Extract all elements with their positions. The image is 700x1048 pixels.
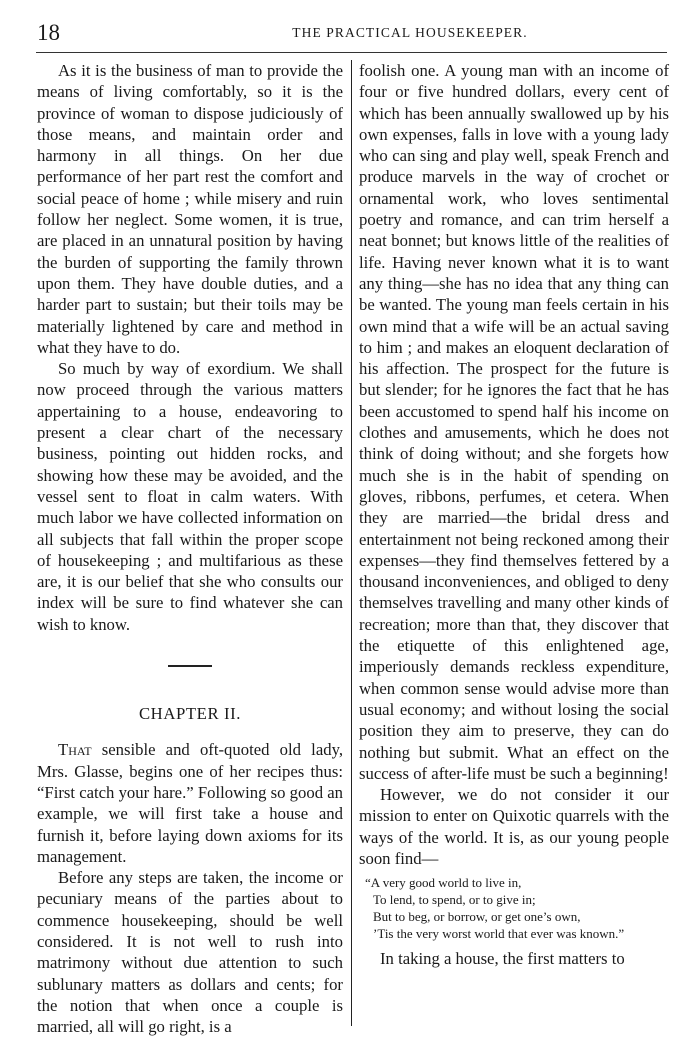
chapter-heading: CHAPTER II. <box>138 704 242 724</box>
section-divider <box>168 665 212 667</box>
paragraph: Before any steps are taken, the income or pecuniary means of the parties about to commence housekeeping, should be well considered. It is not well to rush into matrimony without due attention to such sublunary matters as dollars and cents; for the notion that when once a couple is married, all will go right, is a <box>37 868 343 1037</box>
paragraph: So much by way of exordium. We shall now proceed through the various matters appertaining to a house, endeavoring to present a clear chart of the necessary business, pointing out hidden rocks, and showing how these may be avoided, and the vessel sent to float in calm waters. With much labor we have collected information on all subjects that fall within the proper scope of housekeeping ; and multifarious as these are, it is our belief that she who consults our index will be sure to find whatever she can wish to know. <box>37 359 343 634</box>
page-number: 18 <box>37 20 60 45</box>
poem-line: “A very good world to live in, <box>365 875 522 891</box>
right-column <box>359 60 669 970</box>
header-rule <box>36 52 667 53</box>
paragraph: foolish one. A young man with an income of four or five hundred dollars, every cent of which has been annually swallowed up by his own expenses, falls in love with a young lady who can sing and play well, speak French and produce marvels in the way of crochet or ornamental work, who loves sentimental poetry and romance, and can trim herself a neat bonnet; but knows little of the realities of life. Having never known what it is to want any thing—she has no idea that any thing can be wanted. The young man feels certain in his own mind that a wife will be an actual saving to him ; and makes an eloquent declaration of his affection. The prospect for the future is but slender; for he ignores the fact that he has been accustomed to spend half his income on clothes and amusements, which he does not think of doing without; and she forgets how much she is in the habit of spending on gloves, ribbons, perfumes, et cetera. When they are married—the bridal dress and entertainment not being reckoned among their expenses—they find themselves fettered by a thousand inconveniences, and obliged to deny themselves travelling and many other kinds of recreation; more than that, they discover that the etiquette of this enlightened age, imperiously demands reckless expenditure, when common sense would advise more than usual economy; and without losing the social position they aim to preserve, they can do nothing but submit. What an effect on the success of after-life must be such a beginning! <box>359 61 669 783</box>
poem-line: But to beg, or borrow, or get one’s own, <box>373 909 581 925</box>
poem-quote <box>359 874 669 942</box>
poem-line: ’Tis the very worst world that ever was known.” <box>373 926 625 942</box>
left-column <box>37 60 343 1037</box>
paragraph-text: sensible and oft-quoted old lady, Mrs. Glasse, begins one of her recipes thus: “First catch your hare.” Following so good an example, we will first take a house and furnish it, before laying down axioms for its management. <box>37 740 343 866</box>
paragraph: However, we do not consider it our mission to enter on Quixotic quarrels with the ways of the world. It is, as our young people soon find— <box>359 785 669 868</box>
column-divider <box>351 60 352 1026</box>
paragraph <box>37 739 343 867</box>
drop-word: That <box>58 740 92 760</box>
paragraph: In taking a house, the first matters to <box>380 949 625 969</box>
running-title: THE PRACTICAL HOUSEKEEPER. <box>292 25 528 40</box>
paragraph: As it is the business of man to provide the means of living comfortably, so it is the province of woman to dispose judiciously of those means, and maintain order and harmony in all things. On her due performance of her part rest the comfort and social peace of home ; while misery and ruin follow her neglect. Some women, it is true, are placed in an unnatural position by having the burden of supporting the family thrown upon them. They have double duties, and a harder part to sustain; but their toils may be materially lightened by care and method in what they have to do. <box>37 61 343 357</box>
poem-line: To lend, to spend, or to give in; <box>373 892 536 908</box>
